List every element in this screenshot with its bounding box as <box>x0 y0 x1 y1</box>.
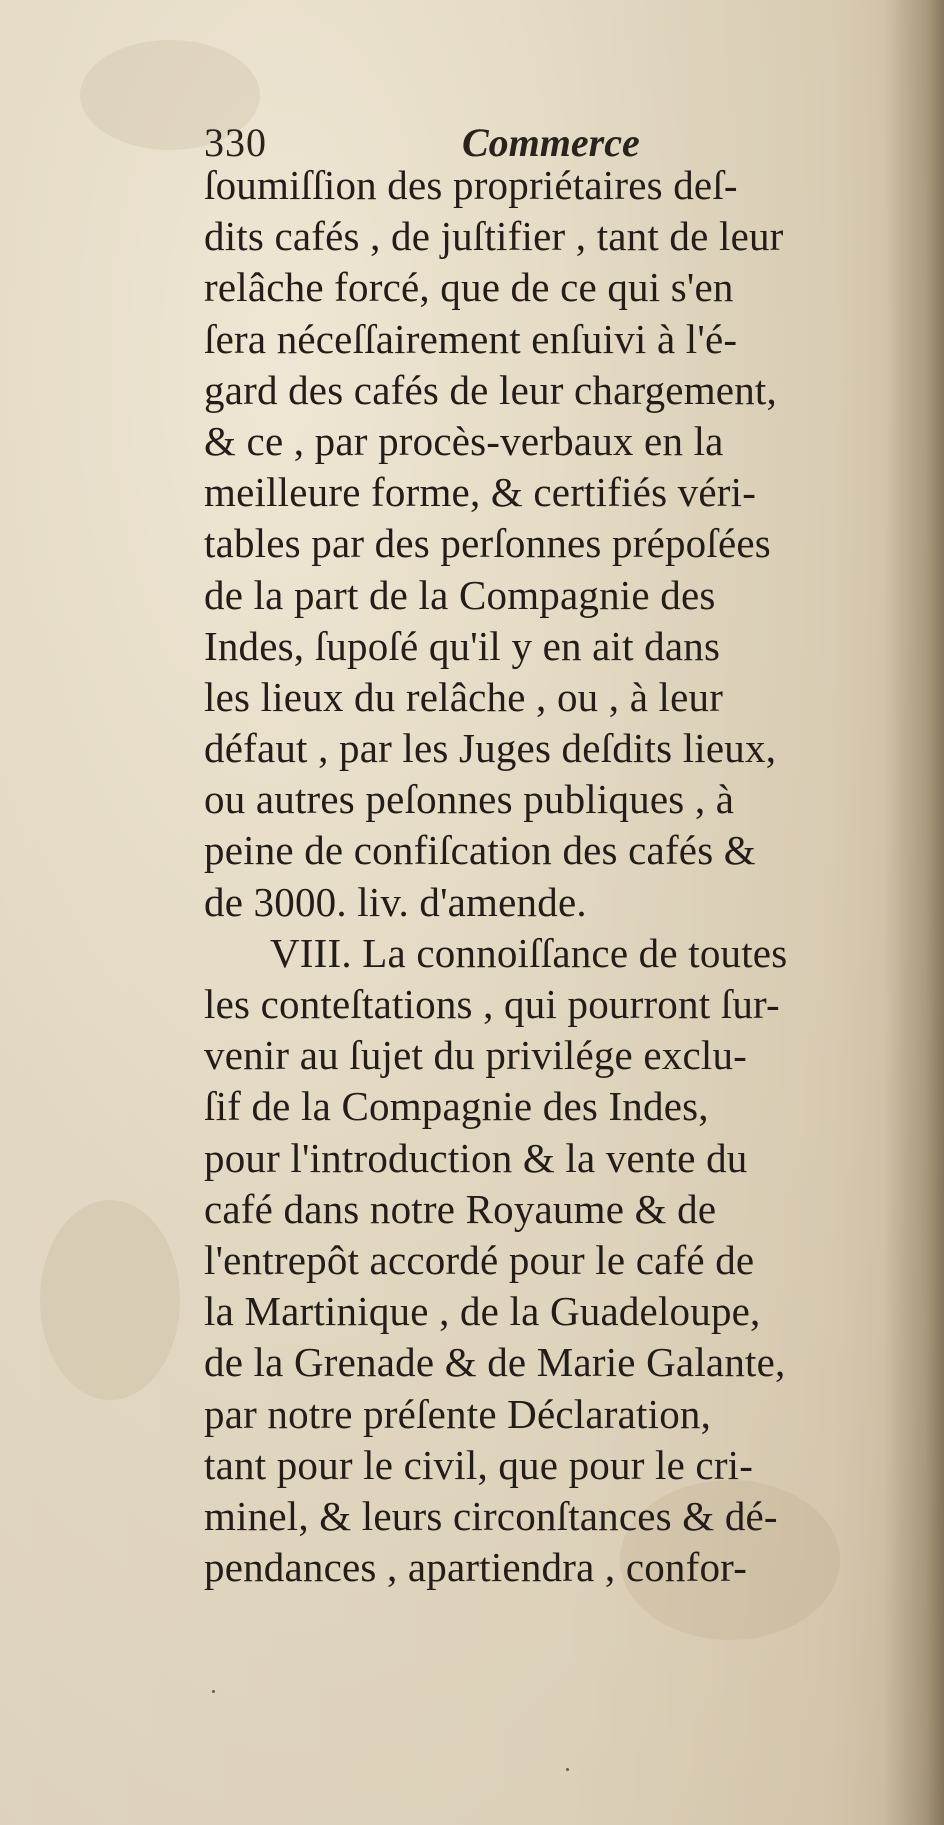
text-line: tables par des perſonnes prépoſées <box>204 520 771 567</box>
text-line: l'entrepôt accordé pour le café de <box>204 1236 755 1283</box>
text-line: peine de confiſcation des cafés & <box>204 827 756 874</box>
text-line: gard des cafés de leur chargement, <box>204 366 777 413</box>
text-line: café dans notre Royaume & de <box>204 1185 717 1232</box>
section-start-line: VIII. La connoiſſance de toutes <box>270 929 788 976</box>
page-number: 330 <box>204 120 267 165</box>
text-line: tant pour le civil, que pour le cri- <box>204 1441 754 1488</box>
text-line: les conteſtations , qui pourront ſur- <box>204 981 780 1027</box>
text-line: la Martinique , de la Guadeloupe, <box>204 1288 761 1335</box>
text-line: venir au ſujet du privilége exclu- <box>204 1032 748 1079</box>
text-line: minel, & leurs circonſtances & dé- <box>204 1492 778 1539</box>
ink-speck <box>566 1768 569 1771</box>
text-line: pour l'introduction & la vente du <box>204 1134 748 1181</box>
text-line: ſera néceſſairement enſuivi à l'é- <box>204 315 738 362</box>
text-line: par notre préſente Déclaration, <box>204 1390 712 1437</box>
body-text <box>204 160 904 1593</box>
text-line: défaut , par les Juges deſdits lieux, <box>204 725 777 772</box>
text-line: ſoumiſſion des propriétaires deſ- <box>204 162 738 208</box>
text-line: de la part de la Compagnie des <box>204 571 716 618</box>
text-line: ſif de la Compagnie des Indes, <box>204 1083 709 1130</box>
text-line: Indes, ſupoſé qu'il y en ait dans <box>204 622 721 669</box>
ink-speck <box>212 1690 215 1693</box>
text-line: meilleure forme, & certifiés véri- <box>204 469 757 516</box>
text-line: de 3000. liv. d'amende. <box>204 878 587 925</box>
text-line: les lieux du relâche , ou , à leur <box>204 673 724 720</box>
text-line: de la Grenade & de Marie Galante, <box>204 1339 786 1386</box>
text-line: pendances , apartiendra , confor- <box>204 1544 748 1591</box>
paper-stain <box>40 1200 180 1400</box>
text-line: & ce , par procès-verbaux en la <box>204 417 724 464</box>
running-head: Commerce <box>462 120 640 165</box>
text-line: relâche forcé, que de ce qui s'en <box>204 264 734 311</box>
text-line: dits cafés , de juſtifier , tant de leur <box>204 213 784 260</box>
text-line: ou autres peſonnes publiques , à <box>204 776 735 823</box>
